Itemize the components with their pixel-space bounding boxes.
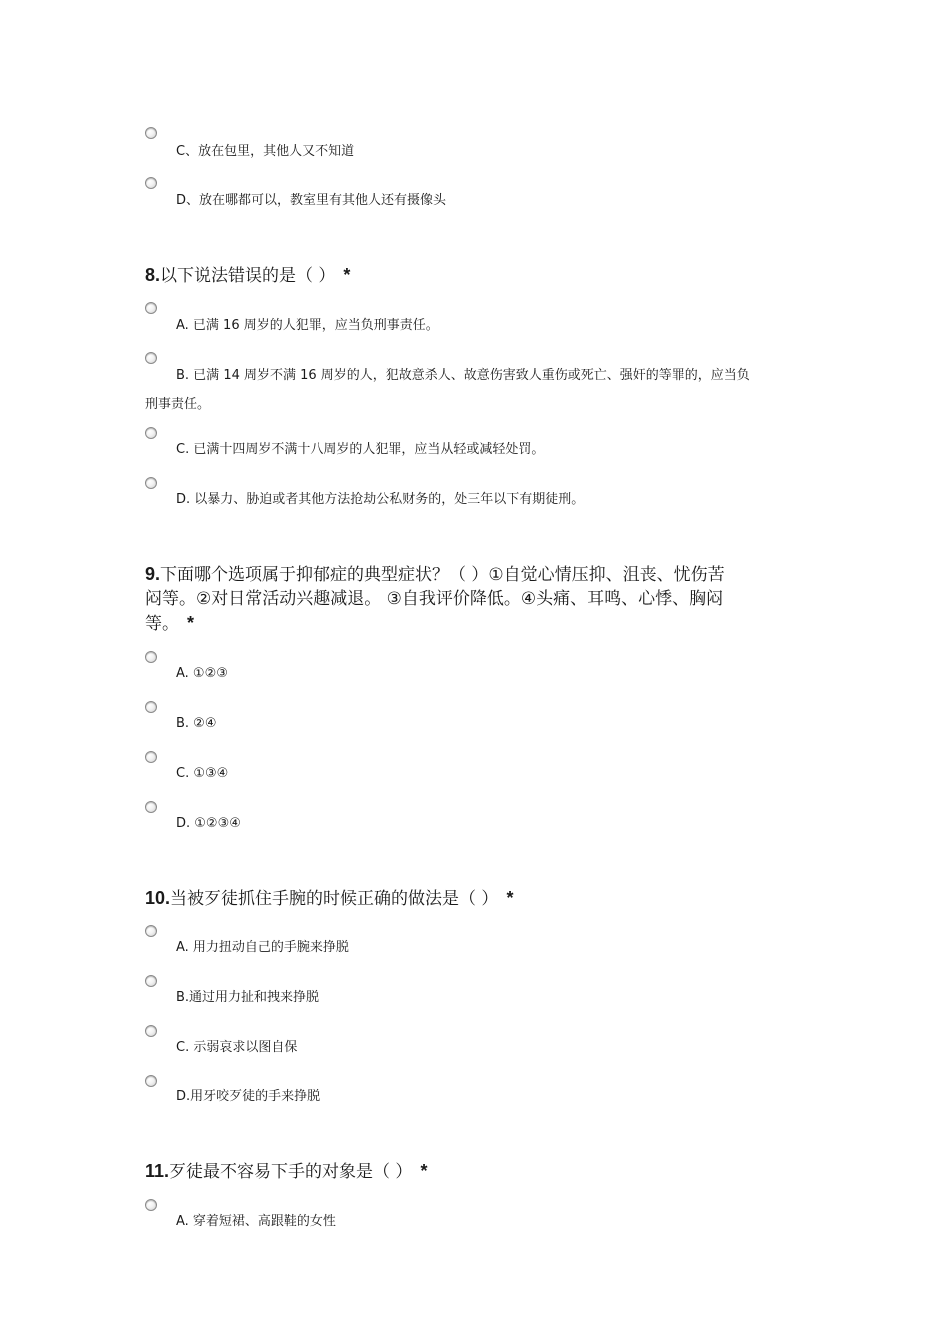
q8-text: 以下说法错误的是（ ）	[160, 266, 336, 286]
q9-option-c-radio[interactable]	[145, 751, 157, 763]
q8-option-d-radio[interactable]	[145, 477, 157, 489]
q7-option-d-radio[interactable]	[145, 177, 157, 189]
q8-title	[145, 264, 350, 287]
q9-option-a-radio[interactable]	[145, 651, 157, 663]
q9-title-line3	[145, 612, 194, 635]
q9-option-c-label: C. ①③④	[176, 766, 229, 781]
q10-text: 当被歹徒抓住手腕的时候正确的做法是（ ）	[170, 889, 499, 909]
q7-option-c-radio[interactable]	[145, 127, 157, 139]
q9-number: 9.	[145, 564, 161, 584]
q9-title-line2: 闷等。②对日常活动兴趣减退。 ③自我评价降低。④头痛、耳鸣、心悸、胸闷	[145, 589, 724, 609]
q10-option-c-radio[interactable]	[145, 1025, 157, 1037]
q10-option-b-label: B.通过用力扯和拽来挣脱	[176, 990, 320, 1005]
q10-option-b-radio[interactable]	[145, 975, 157, 987]
q7-option-c-label: C、放在包里，其他人又不知道	[176, 144, 355, 159]
q11-option-a-label: A. 穿着短裙、高跟鞋的女性	[176, 1214, 336, 1229]
q10-option-d-label: D.用牙咬歹徒的手来挣脱	[176, 1089, 321, 1104]
q8-required-mark: *	[343, 265, 351, 285]
q11-number: 11.	[145, 1161, 170, 1181]
q11-option-a-radio[interactable]	[145, 1199, 157, 1211]
q8-number: 8.	[145, 265, 161, 285]
q8-option-b-radio[interactable]	[145, 352, 157, 364]
q9-required-mark: *	[187, 613, 195, 633]
q8-option-d-label: D. 以暴力、胁迫或者其他方法抢劫公私财务的，处三年以下有期徒刑。	[176, 492, 585, 507]
q8-option-b-label: B. 已满 14 周岁不满 16 周岁的人，犯故意杀人、故意伤害致人重伤或死亡、强奸的等罪的，应当负	[176, 368, 750, 383]
q11-required-mark: *	[420, 1161, 428, 1181]
q9-text-line1: 下面哪个选项属于抑郁症的典型症状？（ ）①自觉心情压抑、沮丧、忧伤苦	[160, 565, 725, 585]
q10-option-d-radio[interactable]	[145, 1075, 157, 1087]
q11-title	[145, 1160, 427, 1183]
q8-option-a-label: A. 已满 16 周岁的人犯罪，应当负刑事责任。	[176, 318, 439, 333]
q8-option-c-label: C. 已满十四周岁不满十八周岁的人犯罪，应当从轻或减轻处罚。	[176, 442, 545, 457]
q8-option-c-radio[interactable]	[145, 427, 157, 439]
q10-title	[145, 887, 513, 910]
q9-option-a-label: A. ①②③	[176, 666, 228, 681]
q9-option-d-label: D. ①②③④	[176, 816, 241, 831]
q11-text: 歹徒最不容易下手的对象是（ ）	[169, 1162, 413, 1182]
q9-text-line3: 等。	[145, 614, 179, 634]
q10-option-c-label: C. 示弱哀求以图自保	[176, 1040, 298, 1055]
q10-required-mark: *	[506, 888, 514, 908]
q10-option-a-radio[interactable]	[145, 925, 157, 937]
q9-option-d-radio[interactable]	[145, 801, 157, 813]
q10-option-a-label: A. 用力扭动自己的手腕来挣脱	[176, 940, 349, 955]
q8-option-b-label-cont: 刑事责任。	[145, 397, 211, 412]
q9-option-b-radio[interactable]	[145, 701, 157, 713]
q7-option-d-label: D、放在哪都可以，教室里有其他人还有摄像头	[176, 193, 447, 208]
q9-option-b-label: B. ②④	[176, 716, 217, 731]
q10-number: 10.	[145, 888, 171, 908]
q9-title-line1	[145, 563, 725, 586]
q8-option-a-radio[interactable]	[145, 302, 157, 314]
